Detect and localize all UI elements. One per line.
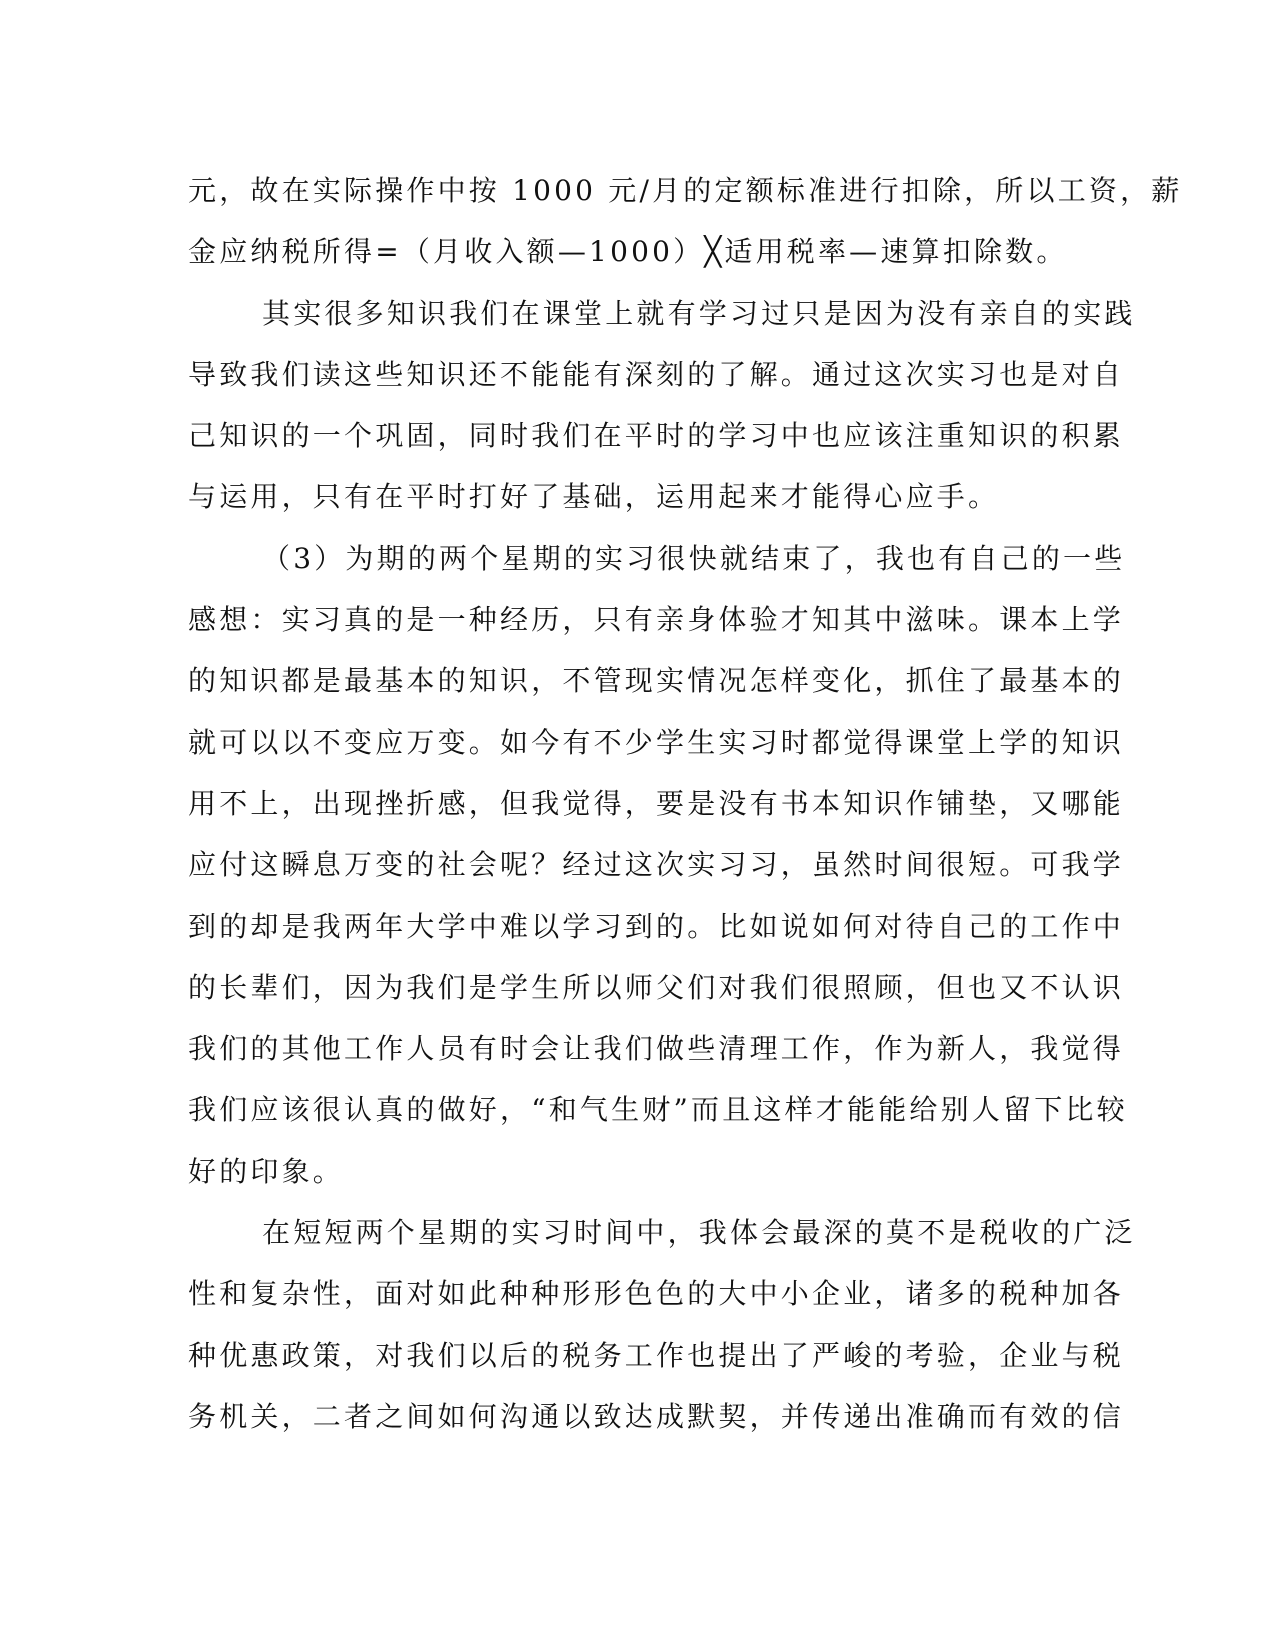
text-line: 金应纳税所得=（月收入额—1000）╳适用税率—速算扣除数。 <box>188 235 1068 269</box>
text-line: 种优惠政策，对我们以后的税务工作也提出了严峻的考验，企业与税 <box>188 1338 1125 1372</box>
text-line: 应付这瞬息万变的社会呢？经过这次实习习，虽然时间很短。可我学 <box>188 848 1125 882</box>
text-line: 的知识都是最基本的知识，不管现实情况怎样变化，抓住了最基本的 <box>188 664 1125 698</box>
paragraph-start-line: 在短短两个星期的实习时间中，我体会最深的莫不是税收的广泛 <box>262 1216 1136 1250</box>
paragraph-start-line: 其实很多知识我们在课堂上就有学习过只是因为没有亲自的实践 <box>262 296 1136 330</box>
text-line: 用不上，出现挫折感，但我觉得，要是没有书本知识作铺垫，又哪能 <box>188 786 1125 820</box>
text-line: 就可以以不变应万变。如今有不少学生实习时都觉得课堂上学的知识 <box>188 725 1125 759</box>
text-line: 导致我们读这些知识还不能能有深刻的了解。通过这次实习也是对自 <box>188 357 1125 391</box>
text-line: 到的却是我两年大学中难以学习到的。比如说如何对待自己的工作中 <box>188 909 1125 943</box>
text-line: 我们的其他工作人员有时会让我们做些清理工作，作为新人，我觉得 <box>188 1032 1125 1066</box>
text-line: 我们应该很认真的做好，“和气生财”而且这样才能能给别人留下比较 <box>188 1093 1128 1127</box>
text-line: 己知识的一个巩固，同时我们在平时的学习中也应该注重知识的积累 <box>188 419 1125 453</box>
text-line: 好的印象。 <box>188 1154 345 1188</box>
text-line: 感想：实习真的是一种经历，只有亲身体验才知其中滋味。课本上学 <box>188 603 1125 637</box>
text-line: 元，故在实际操作中按 1000 元/月的定额标准进行扣除，所以工资，薪 <box>188 174 1183 207</box>
text-line: 与运用，只有在平时打好了基础，运用起来才能得心应手。 <box>188 480 1000 514</box>
text-line: 的长辈们，因为我们是学生所以师父们对我们很照顾，但也又不认识 <box>188 970 1125 1004</box>
paragraph-start-line: （3）为期的两个星期的实习很快就结束了，我也有自己的一些 <box>262 541 1126 575</box>
document-body <box>188 160 1183 1447</box>
text-line: 务机关，二者之间如何沟通以致达成默契，并传递出准确而有效的信 <box>188 1399 1125 1433</box>
text-line: 性和复杂性，面对如此种种形形色色的大中小企业，诸多的税种加各 <box>188 1277 1125 1311</box>
